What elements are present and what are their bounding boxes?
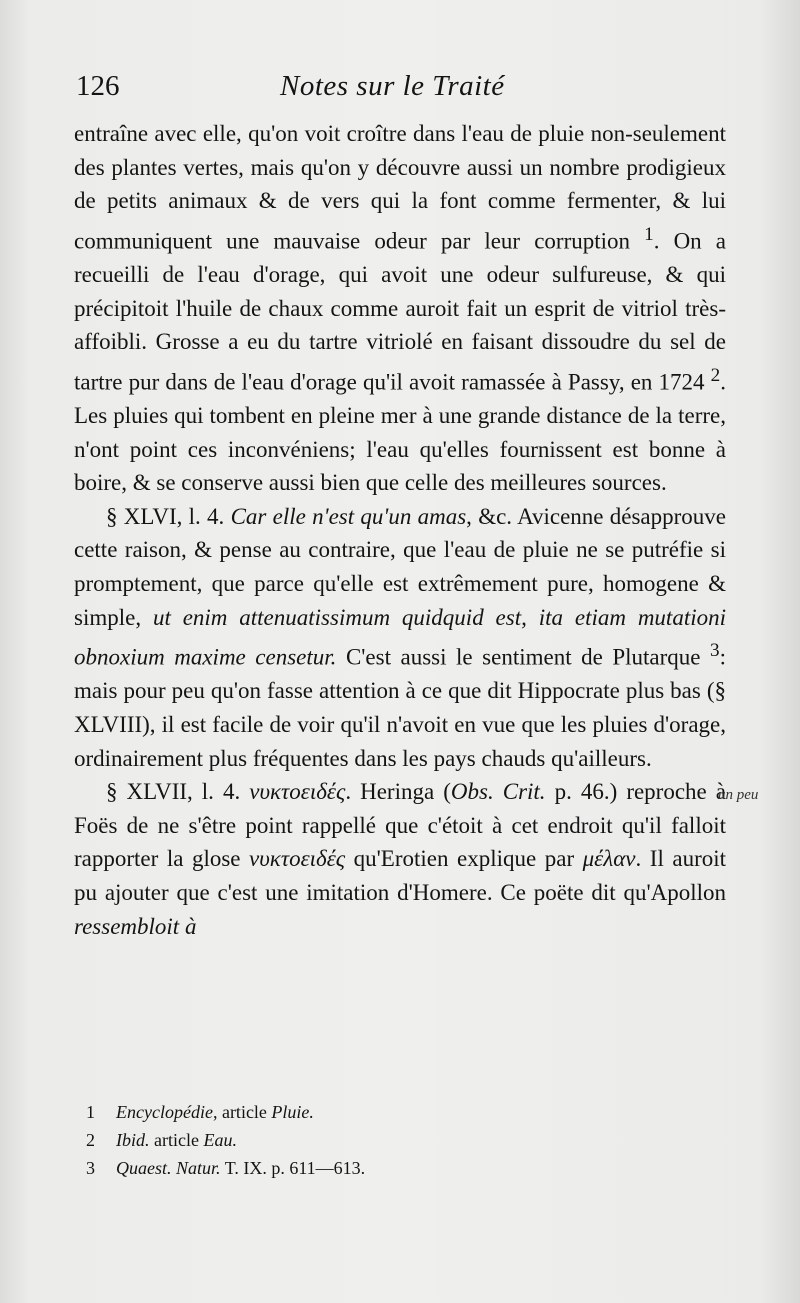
footnote-number: 1 — [86, 1102, 95, 1122]
text-run: . Les pluies qui tombent en pleine mer à une grande distance de la terre, n'ont point ces inconvéniens; l'eau qu'elles fournissent est bonne à boire, & se conserve aussi bien que celle des meilleures sources. — [74, 369, 726, 496]
italic-quote: ressembloit à — [74, 913, 197, 939]
text-run: , &c. Avicenne désapprouve cette raison, & pense au contraire, que l'eau de pluie ne se putréfie si promptement, que parce qu'elle est extrêmement pure, homogene & simple, — [74, 503, 727, 630]
footnote-title: Quaest. Natur. — [116, 1158, 221, 1178]
greek-word: μέλαν — [582, 846, 636, 872]
text-run: : mais pour peu qu'on fasse attention à ce que dit Hippocrate plus bas (§ XLVIII), il est facile de voir qu'il n'avoit en vue que les pluies d'orage, ordinairement plus fréquentes dans les pays chauds qu'ailleurs. — [74, 644, 727, 771]
greek-word: νυκτοειδές — [249, 846, 346, 872]
footnote-title: Encyclopédie — [116, 1102, 213, 1122]
text-run: qu'Erotien explique par — [345, 846, 583, 872]
main-text — [74, 117, 726, 943]
footnote-title: Pluie. — [271, 1102, 314, 1122]
paragraph-1 — [74, 117, 726, 500]
page-header — [76, 66, 726, 106]
footnote-number: 3 — [86, 1158, 95, 1178]
footnote-number: 2 — [86, 1130, 95, 1150]
footnote — [86, 1154, 726, 1182]
footnote — [86, 1126, 726, 1154]
text-run: entraîne avec elle, qu'on voit croître dans l'eau de pluie non-seulement des plantes vertes, mais qu'on y découvre aussi un nombre prodigieux de petits animaux & de vers qui la font comme fermenter, & lui communiquent une mauvaise odeur par leur corruption — [74, 121, 726, 254]
footnote-text: article — [149, 1130, 204, 1150]
greek-word: νυκτοειδές — [249, 779, 346, 805]
handwritten-margin-note: un peu — [718, 787, 759, 803]
footnote-title: Ibid. — [116, 1130, 150, 1150]
footnote-ref: 3 — [710, 640, 720, 662]
paragraph-2 — [74, 500, 726, 775]
footnote — [86, 1098, 726, 1126]
running-head: Notes sur le Traité — [280, 70, 505, 102]
paragraph-3 — [74, 775, 726, 943]
footnote-ref: 1 — [644, 223, 654, 245]
section-ref: § XLVI, l. 4. — [106, 503, 231, 529]
footnote-text: T. IX. p. 611—613. — [220, 1158, 366, 1178]
footnote-title: Eau. — [203, 1130, 237, 1150]
footnotes — [86, 1098, 726, 1182]
section-ref: § XLVII, l. 4. — [106, 779, 250, 805]
footnote-text: , article — [212, 1102, 272, 1122]
text-run: . Il auroit pu ajouter que c'est une imitation d'Homere. Ce poëte dit qu'Apollon — [74, 846, 727, 906]
italic-quote: Car elle n'est qu'un amas — [230, 503, 467, 529]
text-run: p. 46.) reproche à Foës de ne s'être point rappellé que c'étoit à cet endroit qu'il falloit rapporter la glose — [74, 779, 726, 872]
page-number: 126 — [76, 70, 120, 102]
text-run: C'est aussi le sentiment de Plutarque — [336, 644, 711, 670]
text-run: . On a recueilli de l'eau d'orage, qui avoit une odeur sulfureuse, & qui précipitoit l'huile de chaux comme auroit fait un esprit de vitriol très-affoibli. Grosse a eu du tartre vitriolé en faisant dissoudre du sel de tartre pur dans de l'eau d'orage qu'il avoit ramassée à Passy, en 1724 — [74, 228, 726, 395]
latin-quote: ut enim attenuatissimum quidquid est, ita etiam mutationi obnoxium maxime censetur. — [74, 604, 726, 670]
text-run: . Heringa ( — [345, 779, 451, 805]
italic-citation: Obs. Crit. — [450, 779, 546, 805]
footnote-ref: 2 — [710, 364, 721, 386]
